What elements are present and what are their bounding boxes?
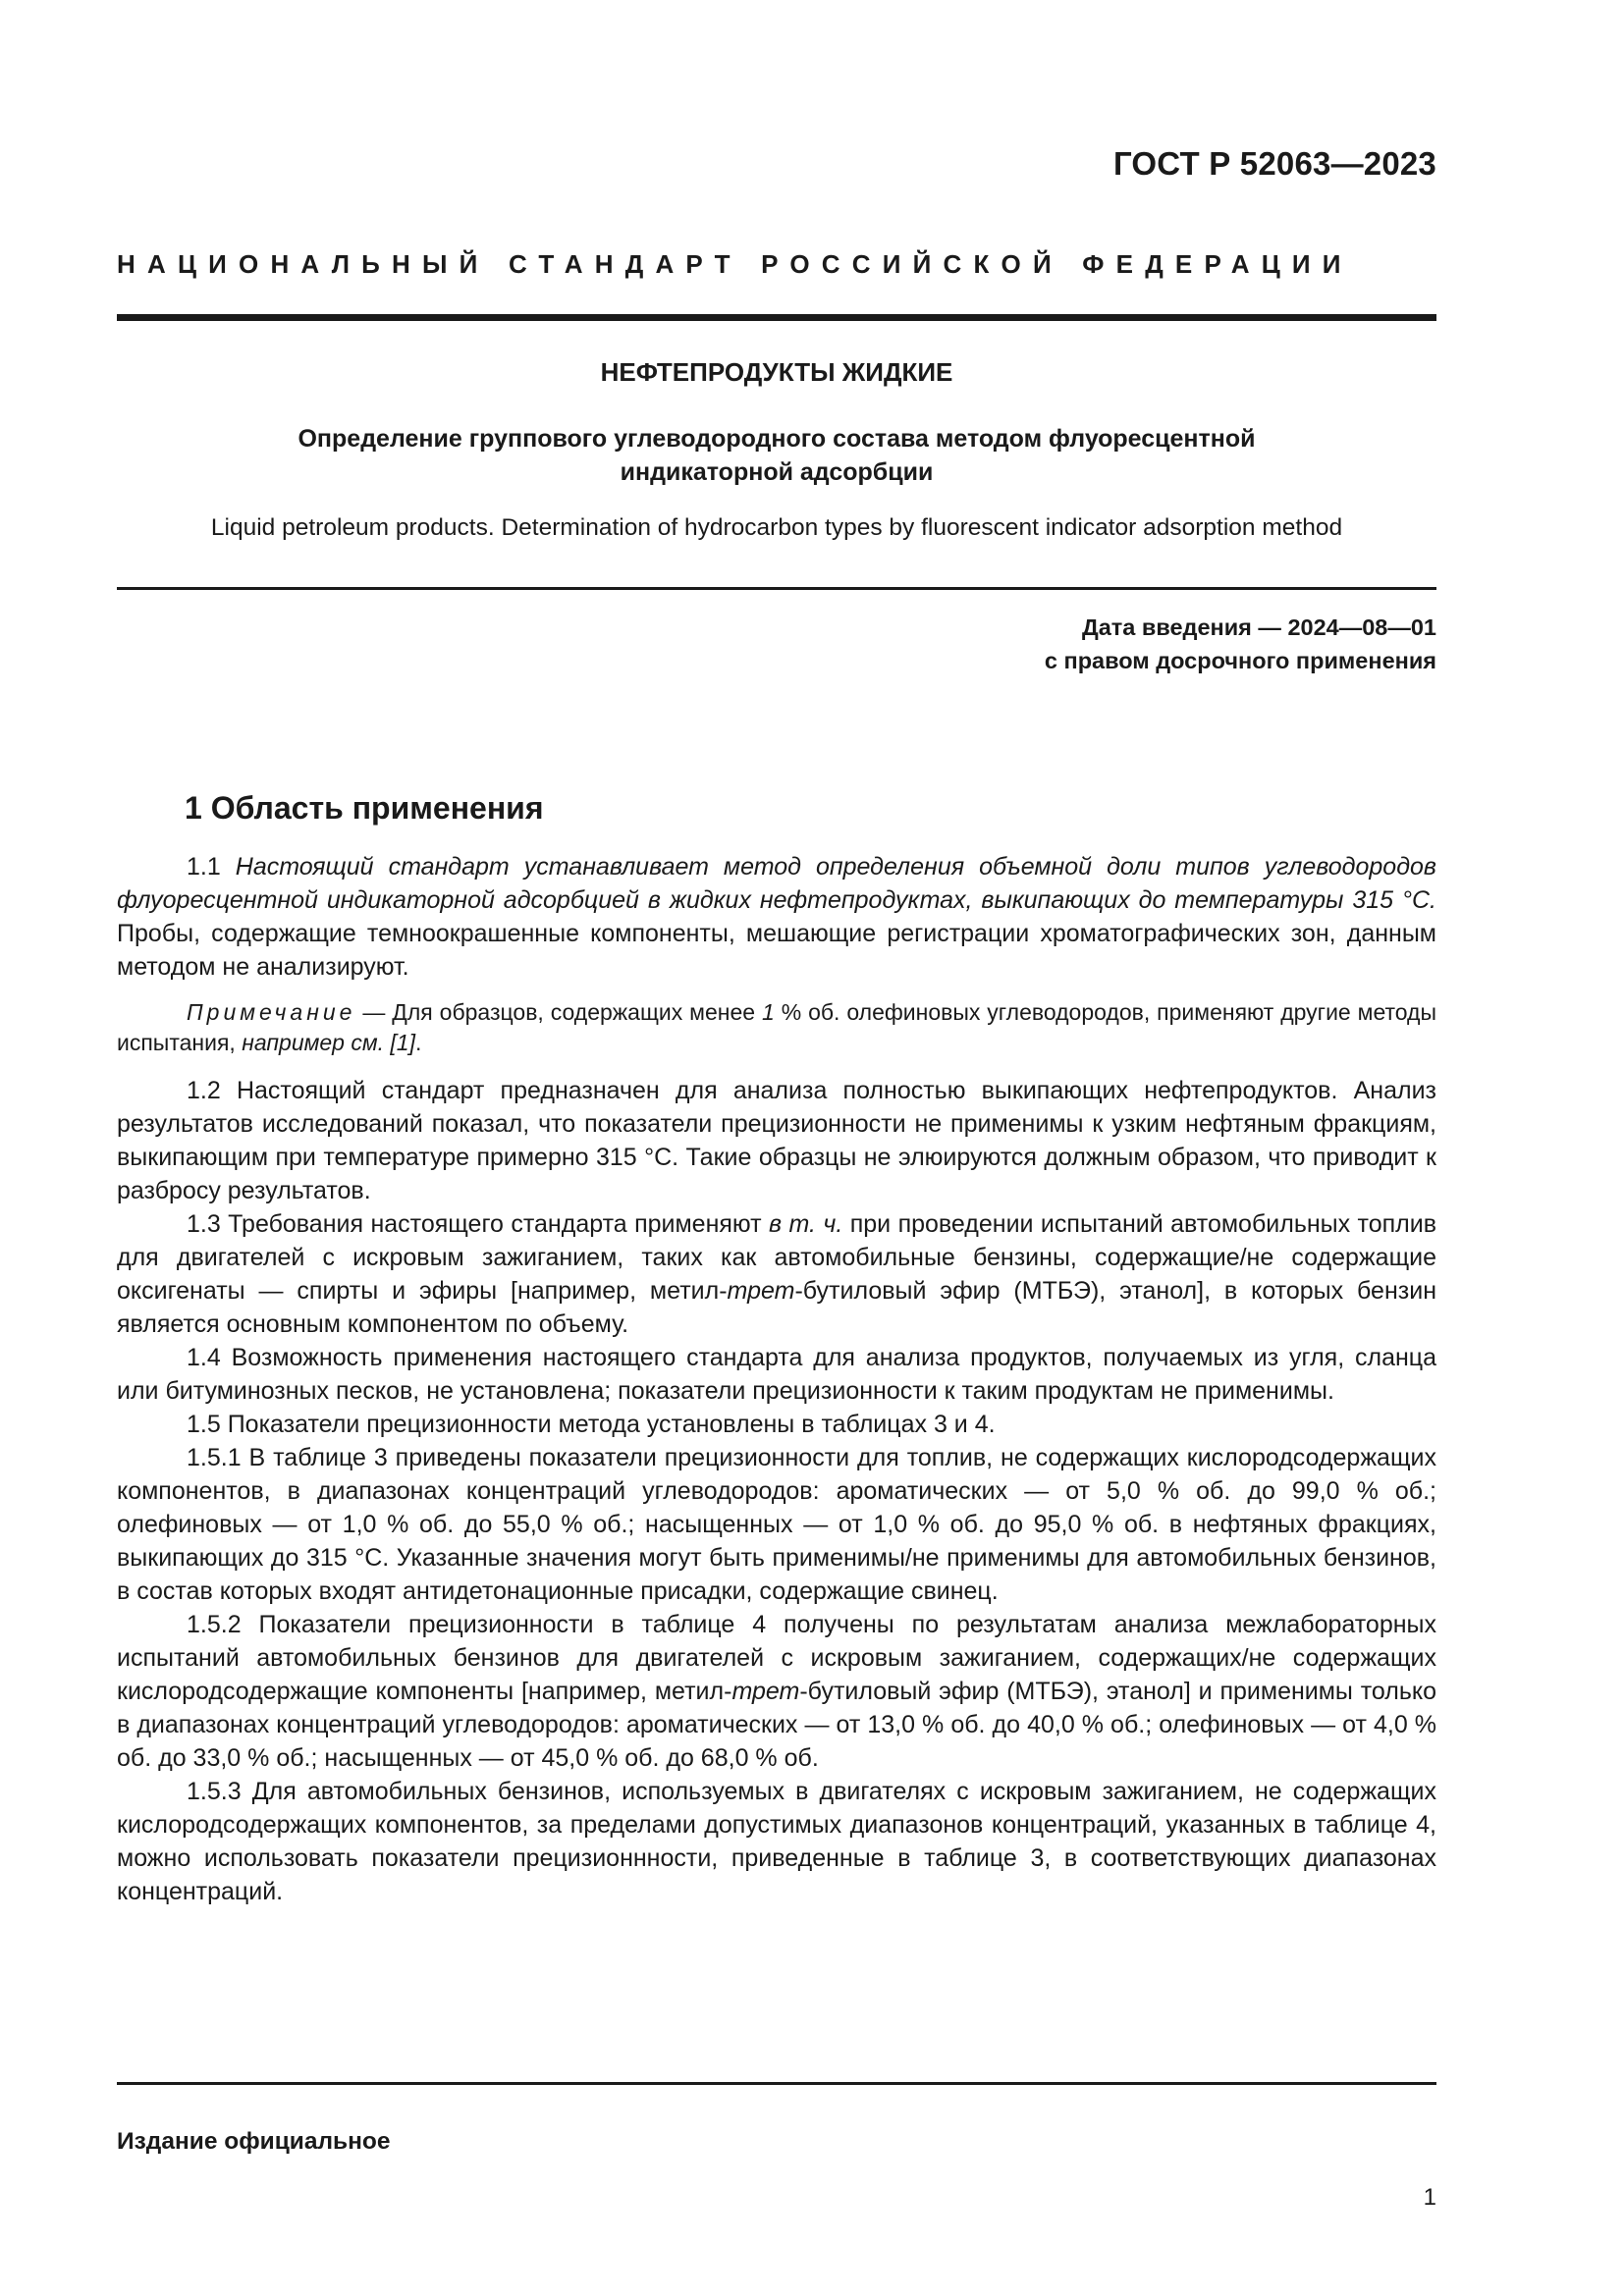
note-text: . — [414, 1030, 422, 1055]
note-reference: например см. [1] — [242, 1030, 415, 1055]
note-paragraph — [117, 997, 1436, 1058]
note-value: 1 — [761, 999, 775, 1025]
paragraph-number: 1.1 — [187, 853, 236, 881]
paragraph-italic: трет — [731, 1678, 800, 1705]
national-standard-banner: НАЦИОНАЛЬНЫЙ СТАНДАРТ РОССИЙСКОЙ ФЕДЕРАЦИИ — [117, 249, 1353, 279]
paragraph-1-1 — [117, 850, 1436, 984]
document-code: ГОСТ Р 52063—2023 — [1112, 145, 1436, 182]
note-text: — Для образцов, содержащих менее — [355, 999, 762, 1025]
paragraph-text: при проведении испытаний автомобильных топлив для двигателей с искровым зажиганием, таких как автомобильные бензины, содержащие/не содержащие оксигенаты — спирты и эфиры [например, метил- — [117, 1210, 1436, 1305]
introduction-date-block — [1045, 611, 1436, 677]
paragraph-text: 1.3 Требования настоящего стандарта применяют — [187, 1210, 770, 1238]
early-application-note: с правом досрочного применения — [1044, 648, 1436, 673]
subtitle-line-1: Определение группового углеводородного состава методом флуоресцентной — [298, 425, 1256, 453]
document-title: НЕФТЕПРОДУКТЫ ЖИДКИЕ — [600, 357, 953, 387]
page-number: 1 — [1423, 2184, 1436, 2211]
paragraph-1-5-3: 1.5.3 Для автомобильных бензинов, используемых в двигателях с искровым зажиганием, не содержащих кислородсодержащих компонентов, за пределами допустимых диапазонов концентраций, указанных в таблице 4, можно использовать показатели прецизионнности, приведенные в таблице 3, в соответствующих диапазонах концентраций. — [117, 1778, 1436, 1905]
paragraph-1-5: 1.5 Показатели прецизионности метода установлены в таблицах 3 и 4. — [187, 1411, 996, 1438]
paragraph-1-5-1: 1.5.1 В таблице 3 приведены показатели прецизионности для топлив, не содержащих кислородсодержащих компонентов, в диапазонах концентраций углеводородов: ароматических — от 5,0 % об. до 99,0 % об.; олефиновых — от 1,0 % об. до 55,0 % об.; насыщенных — от 1,0 % об. до 95,0 % об. в нефтяных фракциях, выкипающих до 315 °С. Указанные значения могут быть применимы/не применимы для автомобильных бензинов, в состав которых входят антидетонационные присадки, содержащие свинец. — [117, 1444, 1436, 1605]
scope-restriction: Пробы, содержащие темноокрашенные компоненты, мешающие регистрации хроматографических зон, данным методом не анализируют. — [117, 920, 1436, 981]
paragraph-text: 1.5.2 Показатели прецизионности в таблице 4 получены по результатам анализа межлабораторных испытаний автомобильных бензинов для двигателей с искровым зажиганием, содержащих/не содержащих кислородсодержащие компоненты [например, метил- — [117, 1611, 1436, 1705]
document-subtitle — [117, 422, 1436, 489]
paragraph-italic: трет — [727, 1277, 795, 1305]
paragraph-text: -бутиловый эфир (МТБЭ), этанол] и применимы только в диапазонах концентраций углеводородов: ароматических — от 13,0 % об. до 40,0 % об.; олефиновых — от 4,0 % об. до 33,0 % об.; насыщенных — от 45,0 % об. до 68,0 % об. — [117, 1678, 1437, 1772]
paragraph-italic: в т. ч. — [769, 1210, 843, 1238]
note-text: % об. олефиновых углеводородов, применяют другие методы испытания, — [117, 999, 1436, 1055]
title-divider — [117, 587, 1436, 590]
paragraph-1-3 — [117, 1207, 1436, 1341]
paragraph-1-5-2 — [117, 1608, 1436, 1775]
official-edition-label: Издание официальное — [117, 2128, 391, 2155]
english-title: Liquid petroleum products. Determination of hydrocarbon types by fluorescent indicator adsorption method — [210, 514, 1343, 541]
note-label: Примечание — [187, 999, 356, 1025]
header-divider — [117, 314, 1436, 321]
paragraph-1-4: 1.4 Возможность применения настоящего стандарта для анализа продуктов, получаемых из угля, сланца или битуминозных песков, не установлена; показатели прецизионности к таким продуктам не применимы. — [117, 1344, 1436, 1405]
footer-divider — [117, 2082, 1436, 2085]
paragraph-1-2: 1.2 Настоящий стандарт предназначен для анализа полностью выкипающих нефтепродуктов. Анализ результатов исследований показал, что показатели прецизионности не применимы к узким нефтяным фракциям, выкипающим при температуре примерно 315 °С. Такие образцы не элюируются должным образом, что приводит к разбросу результатов. — [117, 1077, 1436, 1204]
paragraph-text: -бутиловый эфир (МТБЭ), этанол], в которых бензин является основным компонентом по объему. — [117, 1277, 1437, 1338]
section-body — [117, 850, 1436, 1908]
scope-statement: Настоящий стандарт устанавливает метод определения объемной доли типов углеводородов флуоресцентной индикаторной адсорбцией в жидких нефтепродуктах, выкипающих до температуры 315 °С. — [117, 853, 1436, 914]
section-heading: 1 Область применения — [185, 790, 544, 826]
introduction-date: Дата введения — 2024—08—01 — [1081, 614, 1436, 640]
subtitle-line-2: индикаторной адсорбции — [620, 458, 934, 486]
